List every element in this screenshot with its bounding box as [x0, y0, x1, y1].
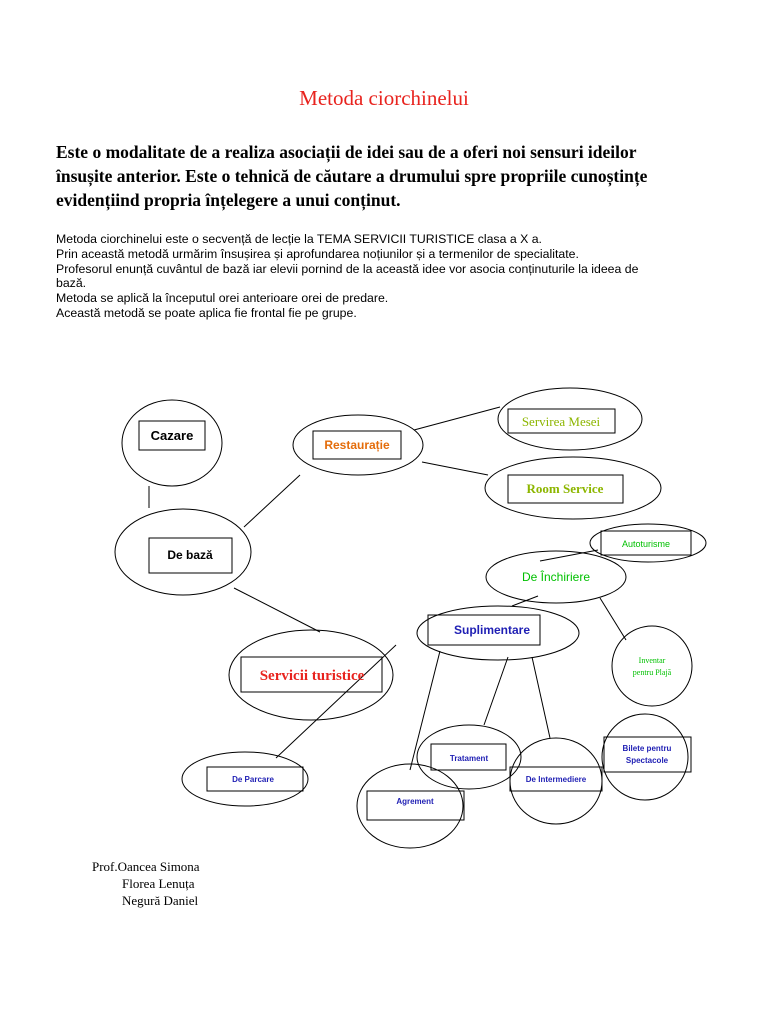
author-line: Negură Daniel	[122, 893, 199, 908]
label-servicii-turistice: Servicii turistice	[259, 668, 365, 684]
connector-agrement	[410, 651, 440, 770]
label-inventar-line2: pentru Plajă	[632, 668, 672, 677]
label-bilete-line1: Bilete pentru	[622, 744, 672, 753]
label-autoturisme: Autoturisme	[621, 539, 671, 549]
author-line: Florea Lenuța	[122, 876, 195, 891]
page-title: Metoda ciorchinelui	[299, 86, 469, 110]
box-bilete	[604, 737, 691, 772]
label-suplimentare: Suplimentare	[453, 623, 531, 637]
label-inventar-line1: Inventar	[638, 656, 666, 665]
label-tratament: Tratament	[449, 754, 489, 763]
connector-restauratie	[244, 475, 300, 527]
label-agrement: Agrement	[396, 797, 434, 806]
author-line: Prof.Oancea Simona	[92, 859, 200, 874]
body-paragraph: Această metodă se poate aplica fie frontal fie pe grupe.	[56, 305, 357, 320]
connectors	[149, 407, 626, 770]
bubble-inventar	[612, 626, 692, 706]
connector-room	[422, 462, 488, 475]
label-servirea-mesei: Servirea Mesei	[521, 414, 601, 429]
label-room-service: Room Service	[526, 481, 604, 496]
label-de-parcare: De Parcare	[232, 775, 274, 784]
body-paragraph: bază.	[56, 276, 87, 291]
label-boxes	[139, 409, 691, 820]
label-de-intermediere: De Intermediere	[525, 775, 587, 784]
intro-line: evidențiind propria înțelegere a unui conținut.	[56, 190, 401, 210]
bubbles	[115, 388, 706, 848]
label-cazare: Cazare	[150, 428, 194, 443]
label-de-baza: De bază	[167, 548, 213, 562]
bubble-cazare	[122, 400, 222, 486]
connector-tratament	[484, 657, 508, 725]
label-restauratie: Restaurație	[324, 438, 390, 452]
label-de-inchiriere: De Închiriere	[521, 570, 591, 584]
intro-line: însușite anterior. Este o tehnică de căutare a drumului spre propriile cunoștințe	[56, 166, 648, 186]
bubble-agrement	[357, 764, 463, 848]
body-paragraph: Metoda ciorchinelui este o secvență de lecție la TEMA SERVICII TURISTICE clasa a X a.	[56, 232, 542, 246]
connector-servirea	[414, 407, 500, 430]
labels	[151, 414, 672, 806]
connector-servicii	[234, 588, 320, 632]
authors	[92, 858, 200, 909]
body-paragraph: Prin această metodă urmărim însușirea și aprofundarea noțiunilor și a termenilor de specialitate.	[56, 246, 579, 261]
connector-inchiriere	[512, 596, 538, 606]
body-paragraph: Profesorul enunță cuvântul de bază iar elevii pornind de la această idee vor asocia conținuturile la ideea de	[56, 261, 639, 276]
intro-line: Este o modalitate de a realiza asociații de idei sau de a oferi noi sensuri ideilor	[56, 142, 637, 162]
body-paragraph: Metoda se aplică la începutul orei anterioare orei de predare.	[56, 291, 389, 306]
label-bilete-line2: Spectacole	[625, 756, 669, 765]
connector-inventar	[600, 598, 626, 640]
connector-intermediere	[532, 657, 550, 738]
